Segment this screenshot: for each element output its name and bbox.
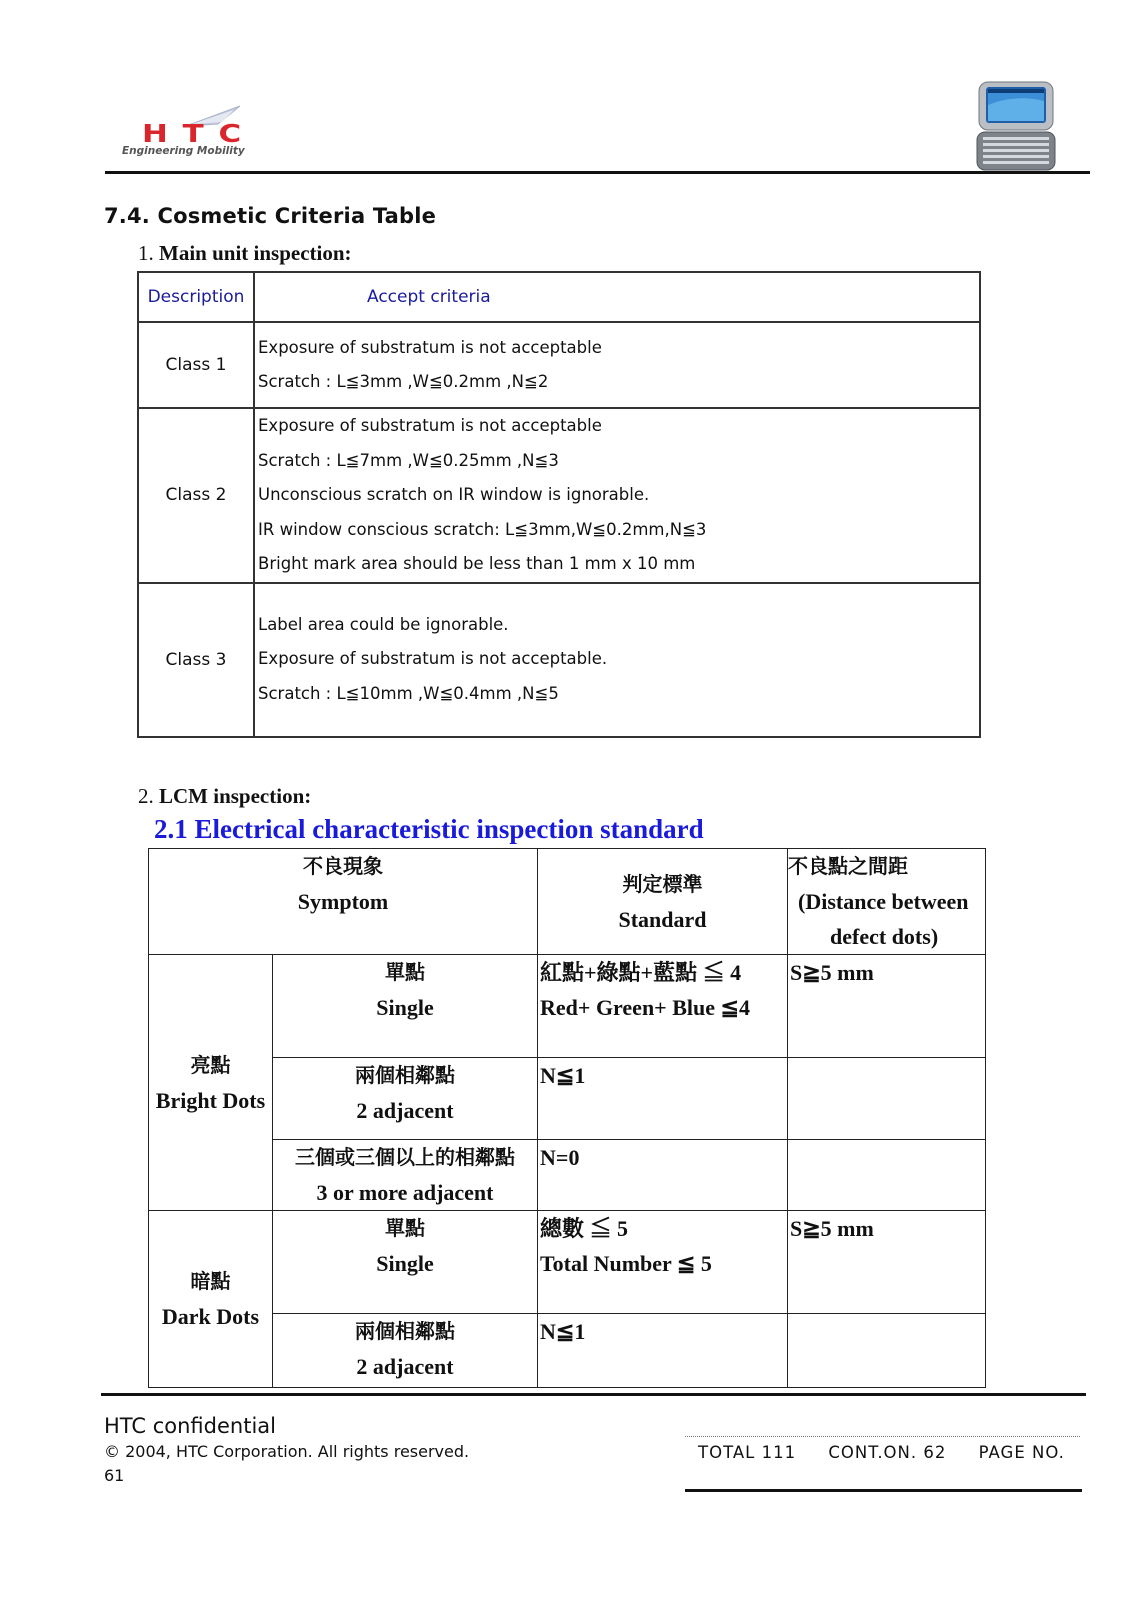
dot-type-zh: 單點 — [385, 960, 425, 984]
criteria-cell — [254, 408, 980, 583]
dot-type-cell — [273, 955, 538, 1058]
section-title: 7.4. Cosmetic Criteria Table — [104, 204, 437, 228]
table-row — [149, 955, 986, 1058]
header-divider — [105, 171, 1090, 174]
electrical-inspection-subheading: 2.1 Electrical characteristic inspection standard — [154, 814, 704, 844]
dark-dots-zh: 暗點 — [190, 1269, 231, 1293]
standard-line-1: N≦1 — [540, 1063, 586, 1088]
dot-type-en: Single — [376, 995, 434, 1020]
htc-logo — [122, 104, 262, 160]
bright-dots-en: Bright Dots — [155, 1087, 266, 1113]
footer-bottom-divider — [685, 1489, 1082, 1492]
standard-header-zh: 判定標準 — [622, 871, 703, 896]
criteria-line: Unconscious scratch on IR window is ignorable. — [258, 485, 650, 504]
class-label: Class 1 — [138, 322, 254, 408]
criteria-line: Scratch : L≦10mm ,W≦0.4mm ,N≦5 — [258, 683, 559, 703]
main-unit-heading — [138, 241, 352, 266]
continued-on: CONT.ON. 62 — [828, 1443, 947, 1462]
dot-type-cell — [273, 1058, 538, 1140]
main-unit-label: Main unit inspection: — [159, 241, 352, 265]
symptom-header-zh: 不良現象 — [303, 854, 383, 878]
bright-dots-category — [149, 955, 273, 1211]
copyright-text: © 2004, HTC Corporation. All rights reserved. — [104, 1442, 470, 1461]
class-label: Class 2 — [138, 408, 254, 583]
main-unit-number: 1. — [138, 241, 154, 265]
standard-header-en: Standard — [618, 906, 707, 932]
total-pages: TOTAL 111 — [698, 1443, 797, 1462]
table-row — [149, 1314, 986, 1388]
criteria-line: Scratch : L≦7mm ,W≦0.25mm ,N≦3 — [258, 450, 559, 470]
standard-line-2: Red+ Green+ Blue ≦4 — [540, 995, 750, 1020]
table-row — [138, 408, 980, 583]
distance-cell: S≧5 mm — [788, 955, 986, 1058]
criteria-line: Scratch : L≦3mm ,W≦0.2mm ,N≦2 — [258, 372, 549, 391]
criteria-cell — [254, 322, 980, 408]
table-header-row — [149, 849, 986, 955]
lcm-heading — [138, 784, 311, 809]
footer-page-info — [698, 1443, 1065, 1462]
table-row — [138, 583, 980, 737]
dot-type-en: 3 or more adjacent — [316, 1180, 494, 1205]
table-row — [149, 1211, 986, 1314]
dot-type-cell — [273, 1140, 538, 1211]
standard-cell — [538, 1140, 788, 1211]
lcm-inspection-table — [148, 848, 986, 1388]
logo-tagline: Engineering Mobility — [122, 145, 245, 157]
dot-type-zh: 單點 — [385, 1216, 425, 1240]
standard-cell — [538, 955, 788, 1058]
class-label: Class 3 — [138, 583, 254, 737]
dot-type-en: 2 adjacent — [356, 1098, 454, 1123]
standard-line-1: 總數 ≦ 5 — [540, 1216, 629, 1241]
footer-dotted-divider — [685, 1436, 1080, 1437]
dot-type-cell — [273, 1211, 538, 1314]
standard-header — [538, 849, 788, 955]
distance-header-en-2: defect dots) — [830, 924, 939, 949]
criteria-cell — [254, 583, 980, 737]
dark-dots-category — [149, 1211, 273, 1388]
standard-cell — [538, 1058, 788, 1140]
table-row — [138, 322, 980, 408]
symptom-header — [149, 849, 538, 955]
distance-header-en-1: (Distance between — [798, 889, 969, 914]
dot-type-en: Single — [376, 1251, 434, 1276]
bright-dots-zh: 亮點 — [190, 1052, 231, 1077]
table-header-row — [138, 272, 980, 322]
standard-line-2: Total Number ≦ 5 — [540, 1251, 712, 1276]
criteria-line: Exposure of substratum is not acceptable — [258, 416, 602, 435]
table-row — [149, 1058, 986, 1140]
standard-line-1: N≦1 — [540, 1319, 586, 1344]
table-row — [149, 1140, 986, 1211]
distance-cell — [788, 1314, 986, 1388]
distance-cell: S≧5 mm — [788, 1211, 986, 1314]
dot-type-cell — [273, 1314, 538, 1388]
confidential-label: HTC confidential — [104, 1414, 276, 1438]
symptom-header-en: Symptom — [297, 889, 389, 914]
standard-cell — [538, 1314, 788, 1388]
lcm-label: LCM inspection: — [159, 784, 312, 808]
dark-dots-en: Dark Dots — [161, 1304, 260, 1329]
logo-htc-text: HTC — [142, 119, 256, 148]
page-no-label: PAGE NO. — [978, 1443, 1065, 1462]
distance-cell — [788, 1058, 986, 1140]
device-image — [975, 80, 1057, 172]
standard-line-1: 紅點+綠點+藍點 ≦ 4 — [540, 960, 742, 985]
dot-type-zh: 三個或三個以上的相鄰點 — [295, 1145, 515, 1169]
distance-cell — [788, 1140, 986, 1211]
column-header-description: Description — [138, 272, 254, 322]
dot-type-zh: 兩個相鄰點 — [355, 1319, 455, 1343]
distance-header-zh: 不良點之間距 — [788, 854, 909, 878]
criteria-line: Exposure of substratum is not acceptable. — [258, 649, 608, 669]
dot-type-en: 2 adjacent — [356, 1354, 454, 1379]
criteria-line: Label area could be ignorable. — [258, 614, 509, 634]
dot-type-zh: 兩個相鄰點 — [355, 1063, 455, 1087]
criteria-line: Exposure of substratum is not acceptable — [258, 337, 602, 357]
standard-line-1: N=0 — [540, 1145, 580, 1170]
standard-cell — [538, 1211, 788, 1314]
criteria-line: Bright mark area should be less than 1 mm x 10 mm — [258, 554, 696, 573]
main-unit-table — [137, 271, 981, 738]
lcm-number: 2. — [138, 784, 154, 808]
page-number: 61 — [104, 1466, 125, 1485]
distance-header — [788, 849, 986, 955]
criteria-line: IR window conscious scratch: L≦3mm,W≦0.2mm,N≦3 — [258, 519, 707, 539]
column-header-accept-criteria: Accept criteria — [254, 272, 980, 322]
footer-divider — [101, 1393, 1086, 1396]
